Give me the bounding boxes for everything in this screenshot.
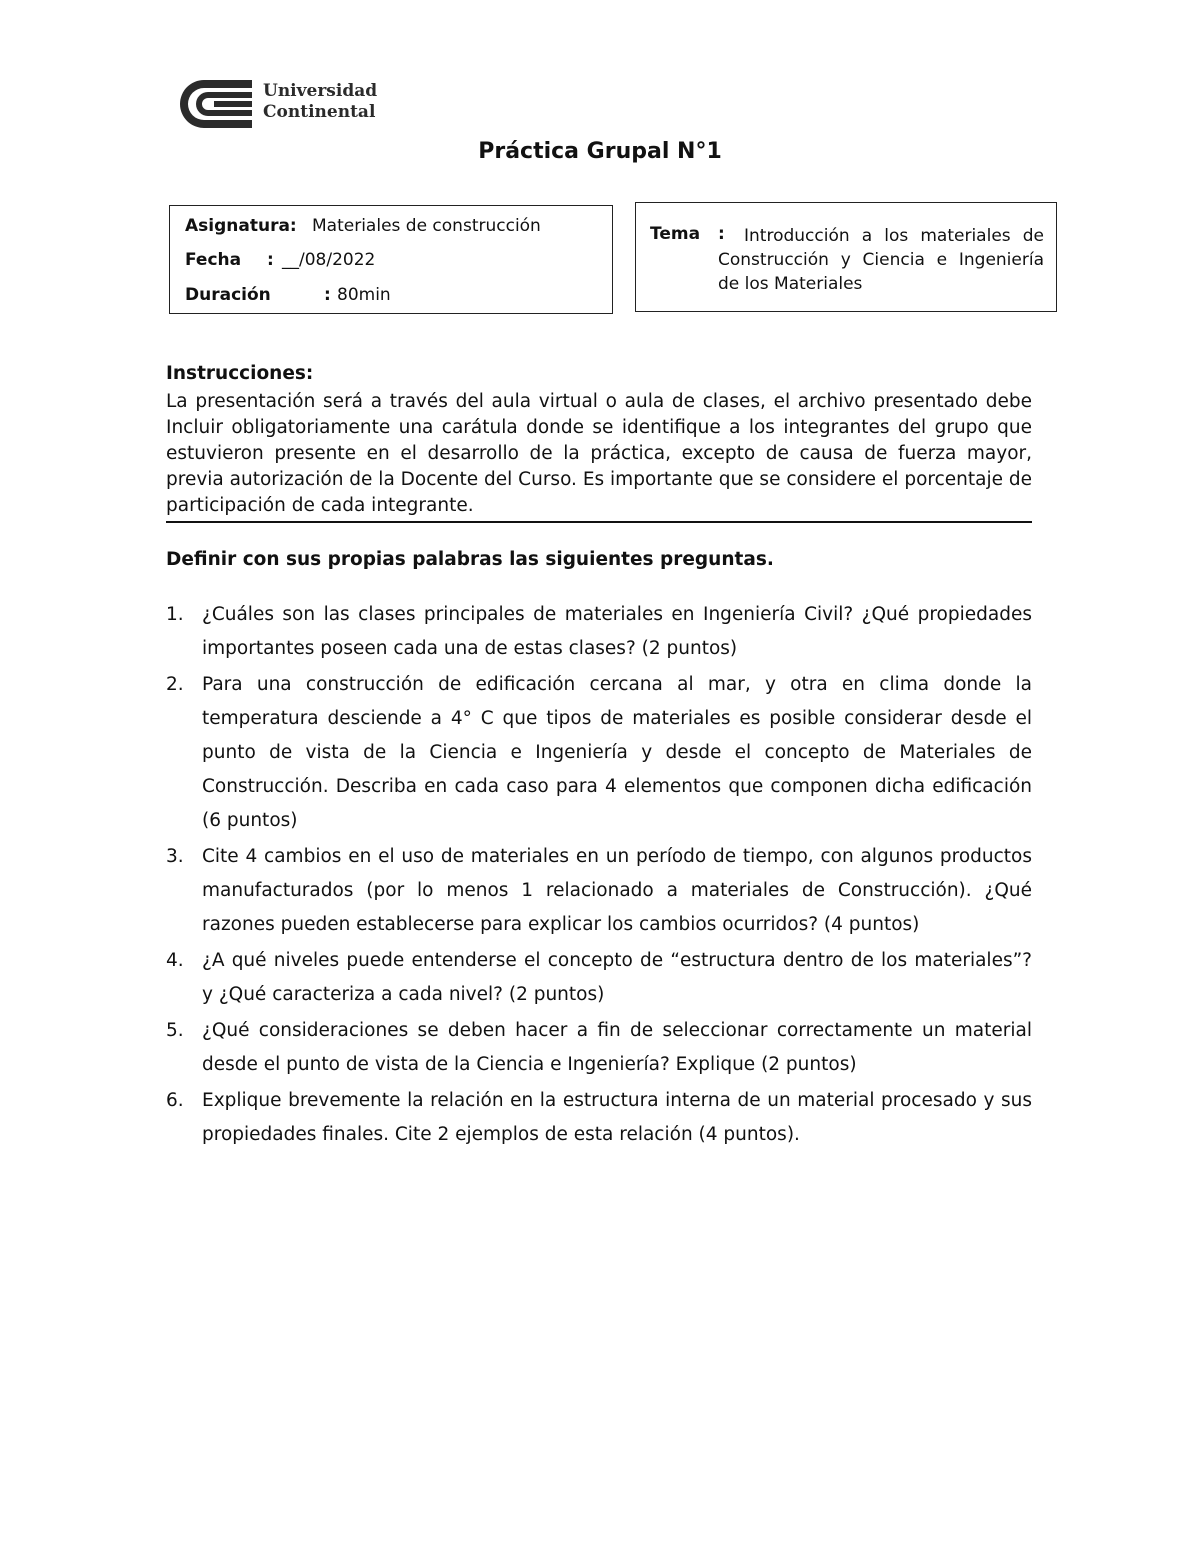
duracion-colon: :	[324, 285, 331, 305]
tema-colon: :	[718, 224, 725, 244]
course-info-box	[169, 205, 613, 314]
questions-heading: Definir con sus propias palabras las siguientes preguntas.	[166, 549, 774, 570]
question-text: Para una construcción de edificación cercana al mar, y otra en clima donde la temperatura desciende a 4° C que tipos de materiales es posible considerar desde el punto de vista de la Ciencia e Ingeniería y desde el concepto de Materiales de Construcción. Describa en cada caso para 4 elementos que componen dicha edificación (6 puntos)	[202, 674, 1032, 831]
question-text: ¿Cuáles son las clases principales de materiales en Ingeniería Civil? ¿Qué propiedades importantes poseen cada una de estas clases? (2 puntos)	[202, 604, 1032, 659]
asignatura-row	[185, 216, 541, 236]
question-item	[166, 840, 1032, 942]
page-title: Práctica Grupal N°1	[478, 139, 722, 164]
asignatura-value: Materiales de construcción	[312, 216, 541, 236]
duracion-row	[185, 285, 391, 305]
question-text: ¿A qué niveles puede entenderse el concepto de “estructura dentro de los materiales”? y ¿Qué caracteriza a cada nivel? (2 puntos)	[202, 950, 1032, 1005]
question-text: Cite 4 cambios en el uso de materiales en un período de tiempo, con algunos productos manufacturados (por lo menos 1 relacionado a materiales de Construcción). ¿Qué razones pueden establecerse para explicar los cambios ocurridos? (4 puntos)	[202, 846, 1032, 935]
university-logo	[174, 76, 384, 132]
logo-emblem-icon	[174, 78, 256, 130]
question-item	[166, 598, 1032, 666]
instructions-heading: Instrucciones:	[166, 363, 314, 384]
questions-list	[166, 598, 1032, 1154]
topic-box	[635, 202, 1057, 312]
question-number: 6.	[166, 1090, 184, 1111]
question-text: ¿Qué consideraciones se deben hacer a fin de seleccionar correctamente un material desde el punto de vista de la Ciencia e Ingeniería? Explique (2 puntos)	[202, 1020, 1032, 1075]
question-item	[166, 1014, 1032, 1082]
fecha-colon: :	[267, 250, 274, 270]
question-number: 5.	[166, 1020, 184, 1041]
duracion-value: 80min	[337, 285, 391, 305]
logo-text: Universidad Continental	[263, 81, 378, 122]
question-item	[166, 668, 1032, 838]
asignatura-label: Asignatura:	[185, 216, 297, 236]
question-number: 4.	[166, 950, 184, 971]
question-item	[166, 944, 1032, 1012]
instructions-body: La presentación será a través del aula virtual o aula de clases, el archivo presentado debe Incluir obligatoriamente una carátula donde se identifique a los integrantes del grupo que estuvieron presente en el desarrollo de la práctica, excepto de causa de fuerza mayor, previa autorización de la Docente del Curso. Es importante que se considere el porcentaje de participación de cada integrante.	[166, 389, 1032, 523]
fecha-label: Fecha	[185, 250, 242, 270]
question-number: 1.	[166, 604, 184, 625]
tema-label: Tema	[650, 224, 701, 244]
question-text: Explique brevemente la relación en la estructura interna de un material procesado y sus propiedades finales. Cite 2 ejemplos de esta relación (4 puntos).	[202, 1090, 1032, 1145]
question-number: 2.	[166, 674, 184, 695]
fecha-row	[185, 250, 376, 270]
duracion-label: Duración	[185, 285, 271, 305]
question-number: 3.	[166, 846, 184, 867]
fecha-value: __/08/2022	[282, 250, 376, 270]
tema-value: Introducción a los materiales de Construcción y Ciencia e Ingeniería de los Materiales	[718, 226, 1044, 294]
question-item	[166, 1084, 1032, 1152]
